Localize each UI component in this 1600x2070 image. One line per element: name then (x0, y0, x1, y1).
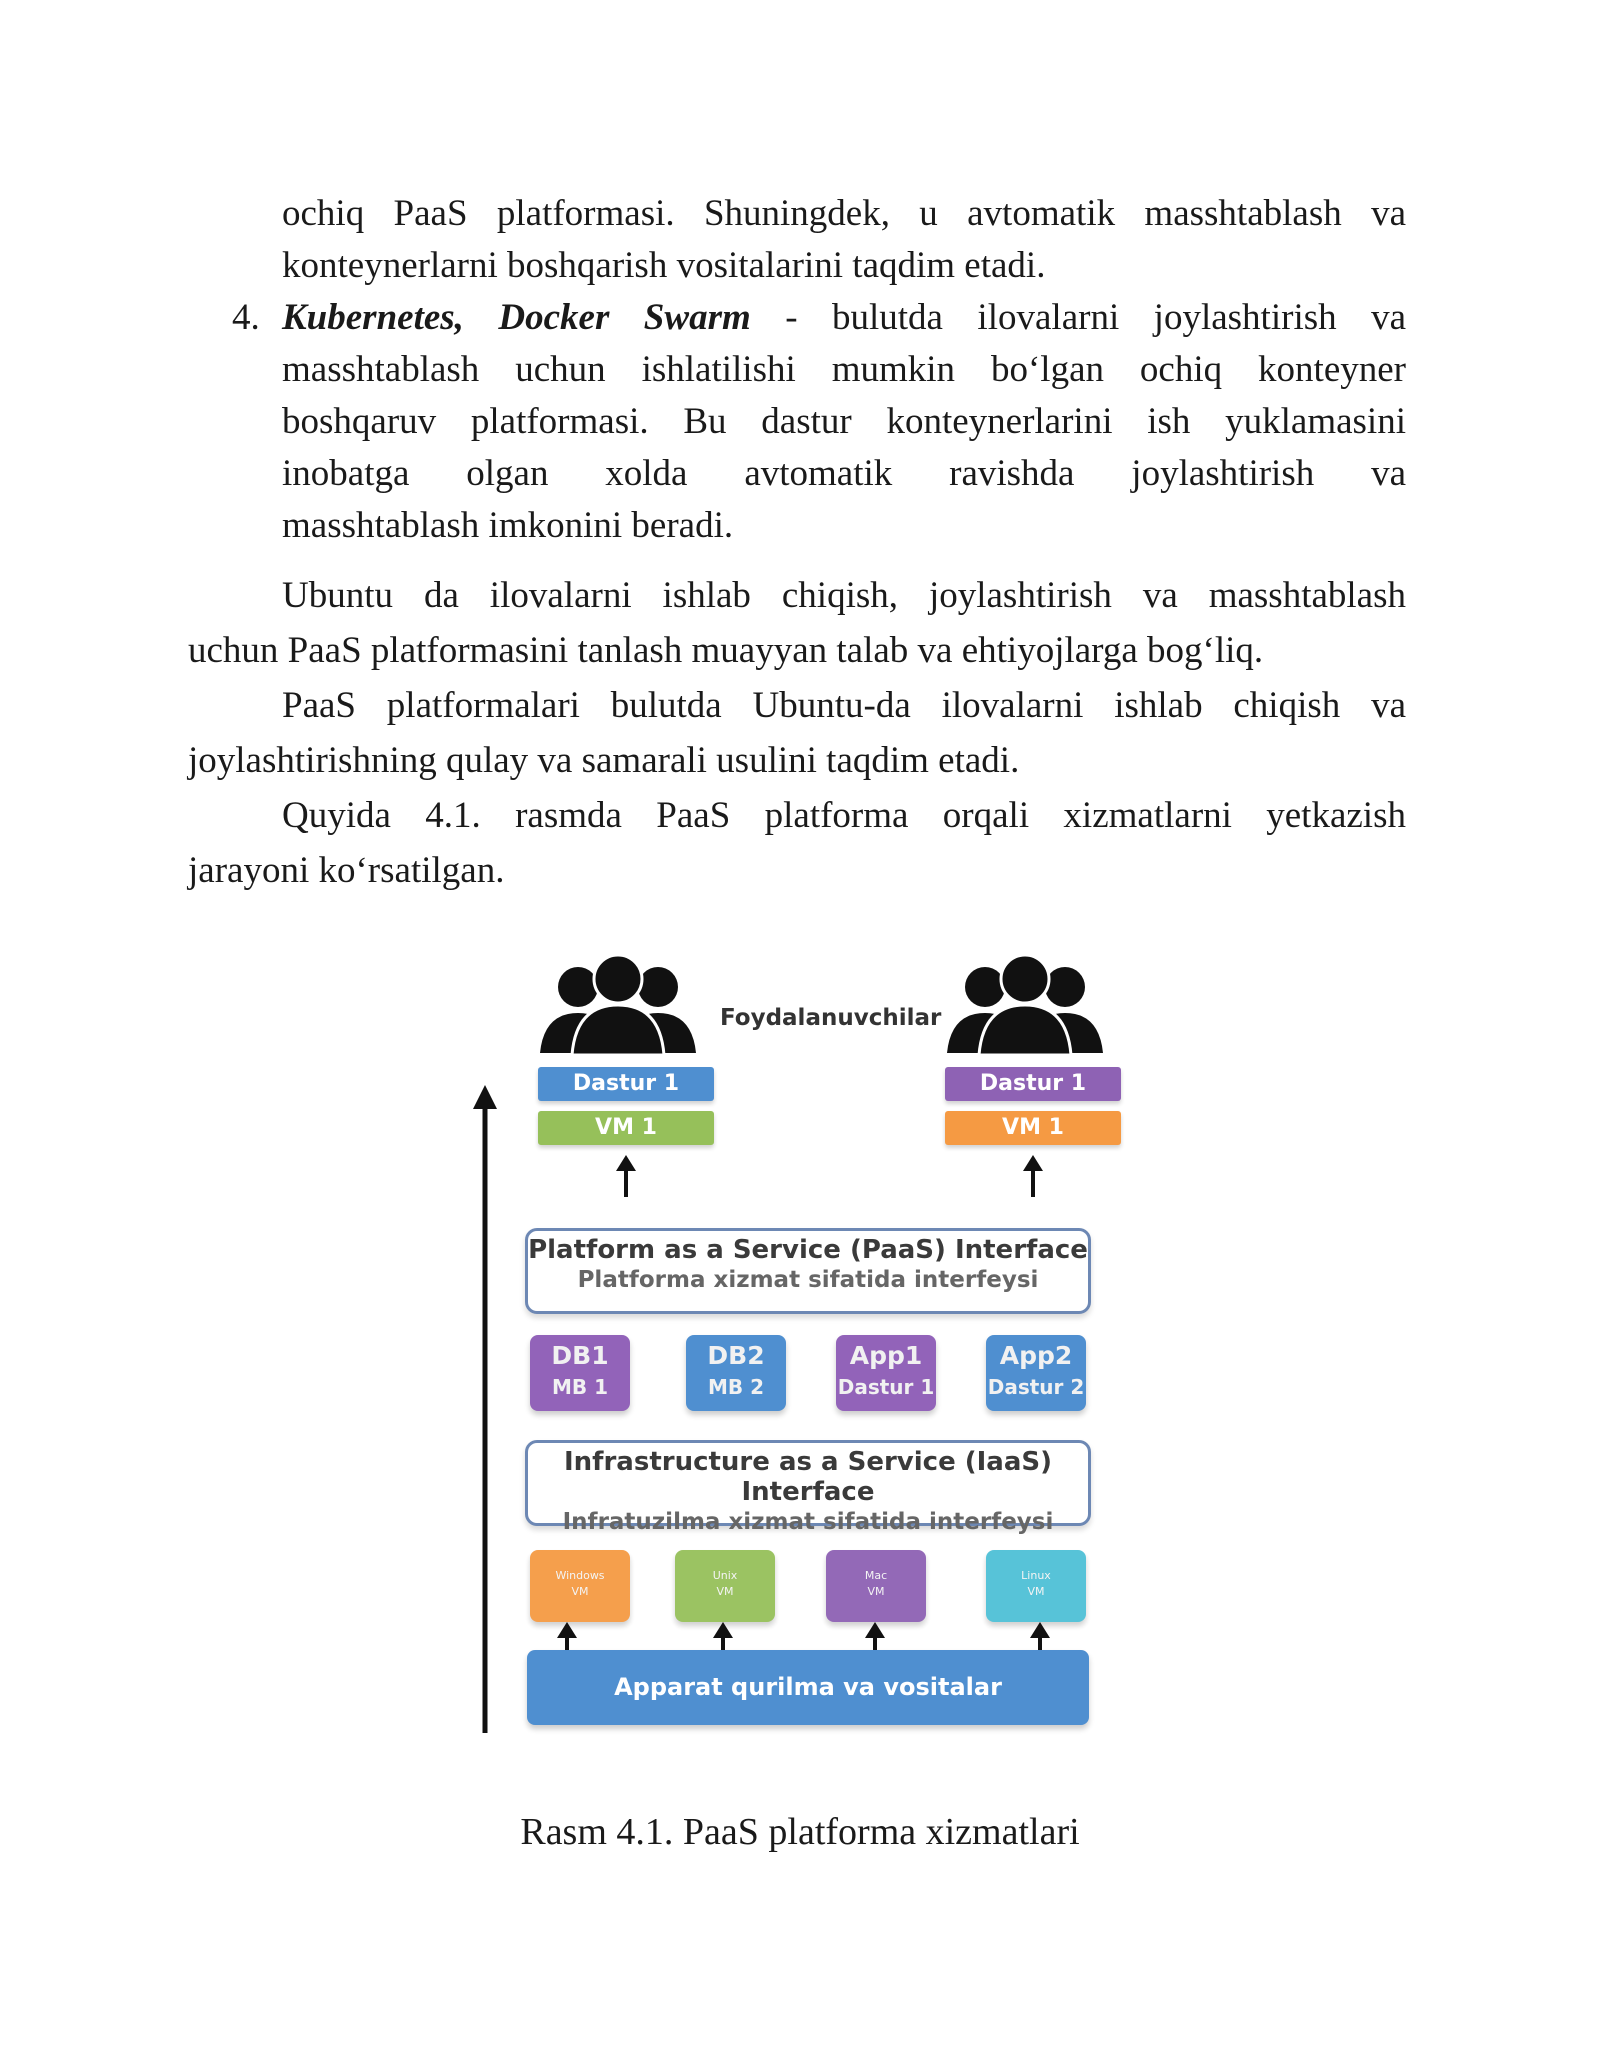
left-vm-tag: VM 1 (538, 1111, 714, 1145)
service-tile-app1 (836, 1335, 936, 1411)
vm-tile-unix (675, 1550, 775, 1622)
iaas-title: Infrastructure as a Service (IaaS) Interface (563, 1447, 1053, 1507)
vm-type: VM (571, 1585, 589, 1598)
service-name: DB1 (551, 1341, 609, 1370)
paas-subtitle: Platforma xizmat sifatida interfeysi (577, 1267, 1039, 1293)
users-label: Foydalanuvchilar (720, 1005, 942, 1031)
arrow-up-icon (1018, 1155, 1048, 1197)
text-line: jarayoni ko‘rsatilgan. (188, 850, 505, 891)
service-name: App2 (999, 1341, 1073, 1370)
service-name: App1 (849, 1341, 923, 1370)
service-tile-db1 (530, 1335, 630, 1411)
vm-name: Windows (555, 1569, 605, 1582)
text-line: joylashtirishning qulay va samarali usulini taqdim etadi. (188, 740, 1020, 781)
figure-caption: Rasm 4.1. PaaS platforma xizmatlari (520, 1811, 1080, 1853)
text-line: masshtablash imkonini beradi. (282, 505, 734, 546)
users-group-icon (538, 955, 698, 1055)
iaas-subtitle: Infratuzilma xizmat sifatida interfeysi (562, 1509, 1054, 1535)
text-line: PaaS platformalari bulutda Ubuntu-da ilovalarni ishlab chiqish va (282, 685, 1406, 726)
vm-type: VM (867, 1585, 885, 1598)
service-tile-app2 (986, 1335, 1086, 1411)
service-subname: MB 2 (707, 1375, 765, 1399)
vm-tile-windows (530, 1550, 630, 1622)
text-line: masshtablash uchun ishlatilishi mumkin bo‘lgan ochiq konteyner (282, 349, 1406, 390)
users-group-icon (945, 955, 1105, 1055)
iaas-interface-box (525, 1440, 1091, 1535)
vm-type: VM (1027, 1585, 1045, 1598)
text-line: - bulutda ilovalarni joylashtirish va (750, 297, 1407, 338)
service-subname: Dastur 2 (987, 1375, 1085, 1399)
vm-name: Mac (864, 1569, 888, 1582)
text-line: boshqaruv platformasi. Bu dastur konteynerlarini ish yuklamasini (282, 401, 1406, 442)
paas-interface-box (525, 1228, 1091, 1314)
left-app-tag: Dastur 1 (538, 1067, 714, 1101)
service-subname: Dastur 1 (837, 1375, 935, 1399)
vm-name: Unix (712, 1569, 738, 1582)
arrow-up-icon (611, 1155, 641, 1197)
text-line: Ubuntu da ilovalarni ishlab chiqish, joylashtirish va masshtablash (282, 575, 1406, 616)
text-line: Quyida 4.1. rasmda PaaS platforma orqali xizmatlarni yetkazish (282, 795, 1406, 836)
paas-title: Platform as a Service (PaaS) Interface (528, 1235, 1088, 1265)
text-line: inobatga olgan xolda avtomatik ravishda joylashtirish va (282, 453, 1406, 494)
text-line: ochiq PaaS platformasi. Shuningdek, u avtomatik masshtablash va (282, 193, 1406, 234)
right-app-tag: Dastur 1 (945, 1067, 1121, 1101)
service-tile-db2 (686, 1335, 786, 1411)
hardware-bar: Apparat qurilma va vositalar infratuzilmasi (527, 1650, 1089, 1725)
list-number: 4. (232, 297, 260, 338)
vertical-arrow-icon (470, 1085, 500, 1735)
vm-tile-mac (826, 1550, 926, 1622)
service-name: DB2 (707, 1341, 765, 1370)
vm-name: Linux (1021, 1569, 1051, 1582)
service-subname: MB 1 (551, 1375, 609, 1399)
vm-tile-linux (986, 1550, 1086, 1622)
text-line: konteynerlarni boshqarish vositalarini taqdim etadi. (282, 245, 1046, 286)
text-line: uchun PaaS platformasini tanlash muayyan talab va ehtiyojlarga bog‘liq. (188, 630, 1264, 671)
list-item-title: Kubernetes, Docker Swarm (282, 297, 751, 338)
vm-type: VM (716, 1585, 734, 1598)
right-vm-tag: VM 1 (945, 1111, 1121, 1145)
